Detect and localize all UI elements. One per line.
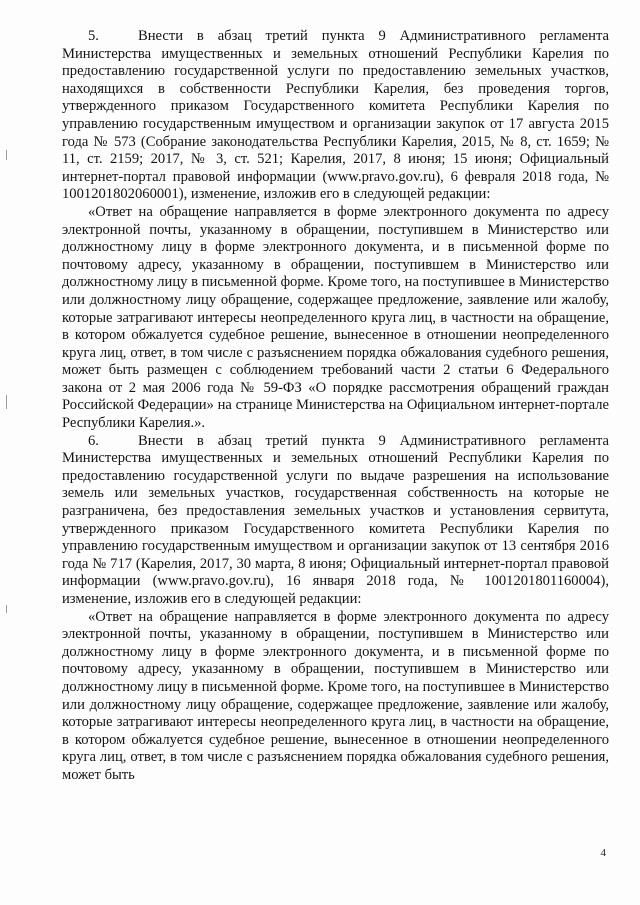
document-body — [62, 28, 609, 785]
scan-artifact — [6, 605, 7, 613]
paragraph-item-6 — [62, 433, 609, 609]
item-number: 6. — [88, 432, 99, 449]
item-number: 5. — [88, 28, 99, 44]
paragraph-text: Внести в абзац третий пункта 9 Административного регламента Министерства имущественных и земельных отношений Республики Карелия по предоставлению государственной услуги по выдаче разрешения на использование земель или земельных участков, государственная собственность на которые не разграничена, без предоставления земельных участков и установления сервитута, утвержденного приказом Государственного комитета Республики Карелия по управлению государственным имуществом и организации закупок от 13 сентября 2016 года № 717 (Карелия, 2017, 30 марта, 8 июня; Официальный интернет-портал правовой информации (www.pravo.gov.ru), 16 января 2018 года, № 1001201801160004), изменение, изложив его в следующей редакции: — [62, 432, 609, 607]
quoted-paragraph: «Ответ на обращение направляется в форме электронного документа по адресу электронной почты, указанному в обращении, поступившем в Министерство или должностному лицу в форме электронного документа, и в письменной форме по почтовому адресу, указанному в обращении, поступившем в Министерство или должностному лицу в письменной форме. Кроме того, на поступившее в Министерство или должностному лицу обращение, содержащее предложение, заявление или жалобу, которые затрагивают интересы неопределенного круга лиц, в частности на обращение, в котором обжалуется судебное решение, вынесенное в отношении неопределенного круга лиц, ответ, в том числе с разъяснением порядка обжалования судебного решения, может быть размещен с соблюдением требований части 2 статьи 6 Федерального закона от 2 мая 2006 года № 59-ФЗ «О порядке рассмотрения обращений граждан Российской Федерации» на странице Министерства на Официальном интернет-портале Республики Карелия.». — [62, 203, 609, 432]
paragraph-item-5 — [62, 28, 609, 204]
quoted-paragraph: «Ответ на обращение направляется в форме электронного документа по адресу электронной почты, указанному в обращении, поступившем в Министерство или должностному лицу в форме электронного документа, и в письменной форме по почтовому адресу, указанному в обращении, поступившем в Министерство или должностному лицу в письменной форме. Кроме того, на поступившее в Министерство или должностному лицу обращение, содержащее предложение, заявление или жалобу, которые затрагивают интересы неопределенного круга лиц, в частности на обращение, в котором обжалуется судебное решение, вынесенное в отношении неопределенного круга лиц, ответ, в том числе с разъяснением порядка обжалования судебного решения, может быть — [62, 608, 609, 783]
scan-artifact — [6, 395, 7, 409]
paragraph-text: Внести в абзац третий пункта 9 Административного регламента Министерства имущественных и земельных отношений Республики Карелия по предоставлению государственной услуги по предоставлению земельных участков, находящихся в собственности Республики Карелия, без проведения торгов, утвержденного приказом Государственного комитета Республики Карелия по управлению государственным имуществом и организации закупок от 17 августа 2015 года № 573 (Собрание законодательства Республики Карелия, 2015, № 8, ст. 1659; № 11, ст. 2159; 2017, № 3, ст. 521; Карелия, 2017, 8 июня; 15 июня; Официальный интернет-портал правовой информации (www.pravo.gov.ru), 6 февраля 2018 года, № 1001201802060001), изменение, изложив его в следующей редакции: — [62, 28, 609, 203]
page-number: 4 — [600, 847, 606, 859]
scan-artifact — [6, 150, 7, 160]
